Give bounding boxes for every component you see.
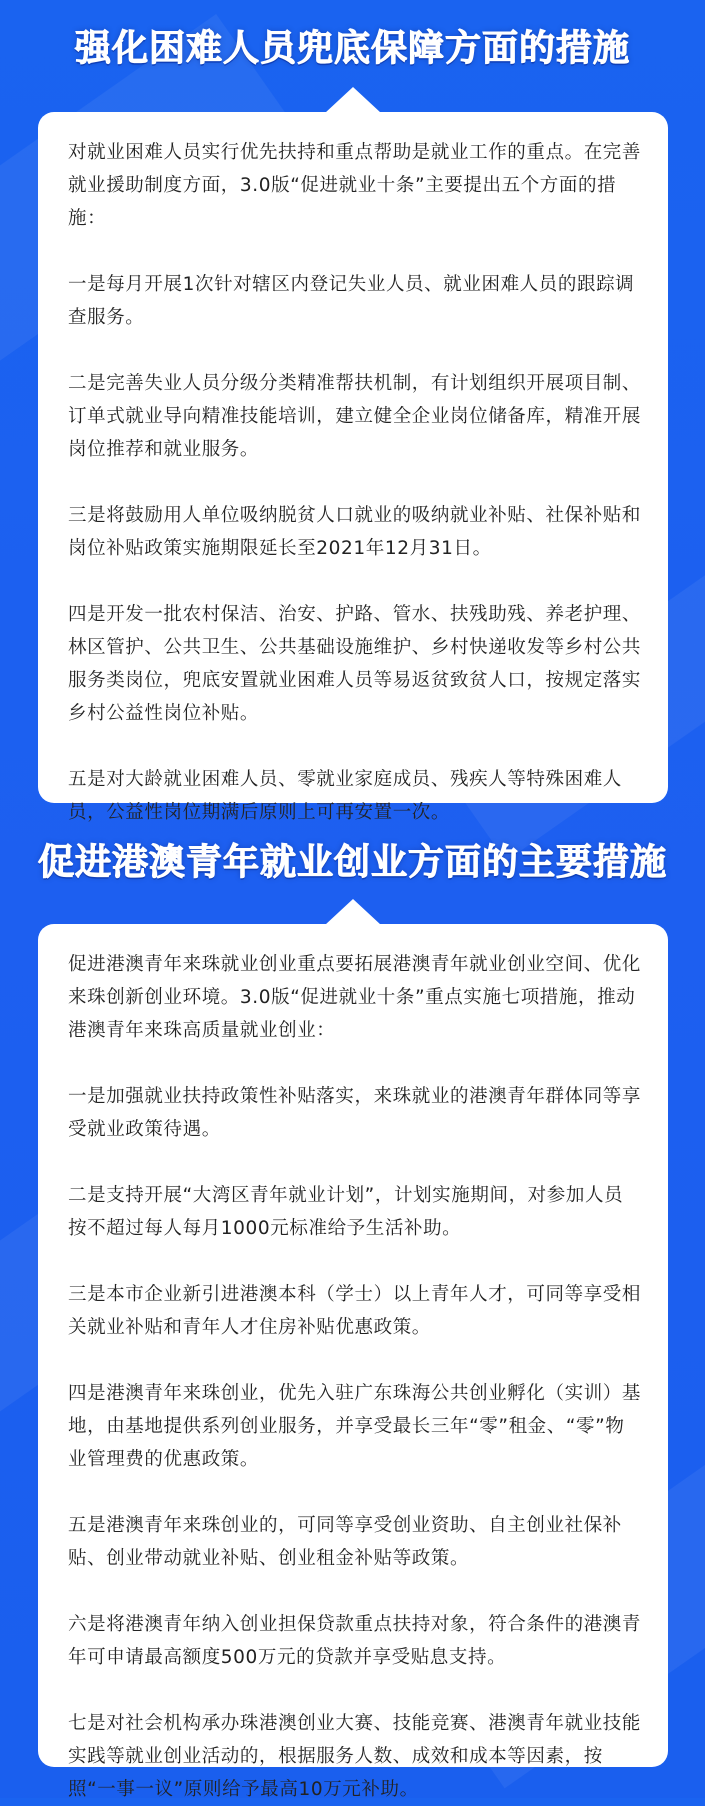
section-1-item-2: 二是完善失业人员分级分类精准帮扶机制，有计划组织开展项目制、订单式就业导向精准技能培训，建立健全企业岗位储备库，精准开展岗位推荐和就业服务。 xyxy=(68,373,642,460)
section-2-title: 促进港澳青年就业创业方面的主要措施 xyxy=(37,842,667,883)
section-1-card xyxy=(38,112,668,823)
section-1-item-1: 一是每月开展1次针对辖区内登记失业人员、就业困难人员的跟踪调查服务。 xyxy=(68,274,635,328)
section-1-item-4: 四是开发一批农村保洁、治安、护路、管水、扶残助残、养老护理、林区管护、公共卫生、公共基础设施维护、乡村快递收发等乡村公共服务类岗位，兜底安置就业困难人员等易返贫致贫人口，按规定落实乡村公益性岗位补贴。 xyxy=(68,604,642,724)
section-1-intro: 对就业困难人员实行优先扶持和重点帮助是就业工作的重点。在完善就业援助制度方面，3.0版“促进就业十条”主要提出五个方面的措施： xyxy=(68,142,642,229)
section-2-item-6: 六是将港澳青年纳入创业担保贷款重点扶持对象，符合条件的港澳青年可申请最高额度500万元的贷款并享受贴息支持。 xyxy=(68,1614,642,1668)
section-2-item-3: 三是本市企业新引进港澳本科（学士）以上青年人才，可同等享受相关就业补贴和青年人才住房补贴优惠政策。 xyxy=(68,1284,642,1338)
section-1-item-3: 三是将鼓励用人单位吸纳脱贫人口就业的吸纳就业补贴、社保补贴和岗位补贴政策实施期限延长至2021年12月31日。 xyxy=(68,505,642,559)
card-notch xyxy=(325,87,381,113)
section-1-item-5: 五是对大龄就业困难人员、零就业家庭成员、残疾人等特殊困难人员，公益性岗位期满后原则上可再安置一次。 xyxy=(68,769,622,823)
card-notch xyxy=(325,899,381,925)
section-2-item-2: 二是支持开展“大湾区青年就业计划”，计划实施期间，对参加人员按不超过每人每月1000元标准给予生活补助。 xyxy=(68,1185,624,1239)
section-2-item-4: 四是港澳青年来珠创业，优先入驻广东珠海公共创业孵化（实训）基地，由基地提供系列创业服务，并享受最长三年“零”租金、“零”物业管理费的优惠政策。 xyxy=(68,1383,642,1470)
section-2-item-1: 一是加强就业扶持政策性补贴落实，来珠就业的港澳青年群体同等享受就业政策待遇。 xyxy=(68,1086,642,1140)
section-2-card xyxy=(38,924,668,1800)
section-2-item-7: 七是对社会机构承办珠港澳创业大赛、技能竞赛、港澳青年就业技能实践等就业创业活动的，根据服务人数、成效和成本等因素，按照“一事一议”原则给予最高10万元补助。 xyxy=(68,1713,642,1800)
section-1-title: 强化困难人员兜底保障方面的措施 xyxy=(74,28,630,69)
section-2-intro: 促进港澳青年来珠就业创业重点要拓展港澳青年就业创业空间、优化来珠创新创业环境。3.0版“促进就业十条”重点实施七项措施，推动港澳青年来珠高质量就业创业： xyxy=(68,954,642,1041)
section-2-item-5: 五是港澳青年来珠创业的，可同等享受创业资助、自主创业社保补贴、创业带动就业补贴、创业租金补贴等政策。 xyxy=(68,1515,622,1569)
